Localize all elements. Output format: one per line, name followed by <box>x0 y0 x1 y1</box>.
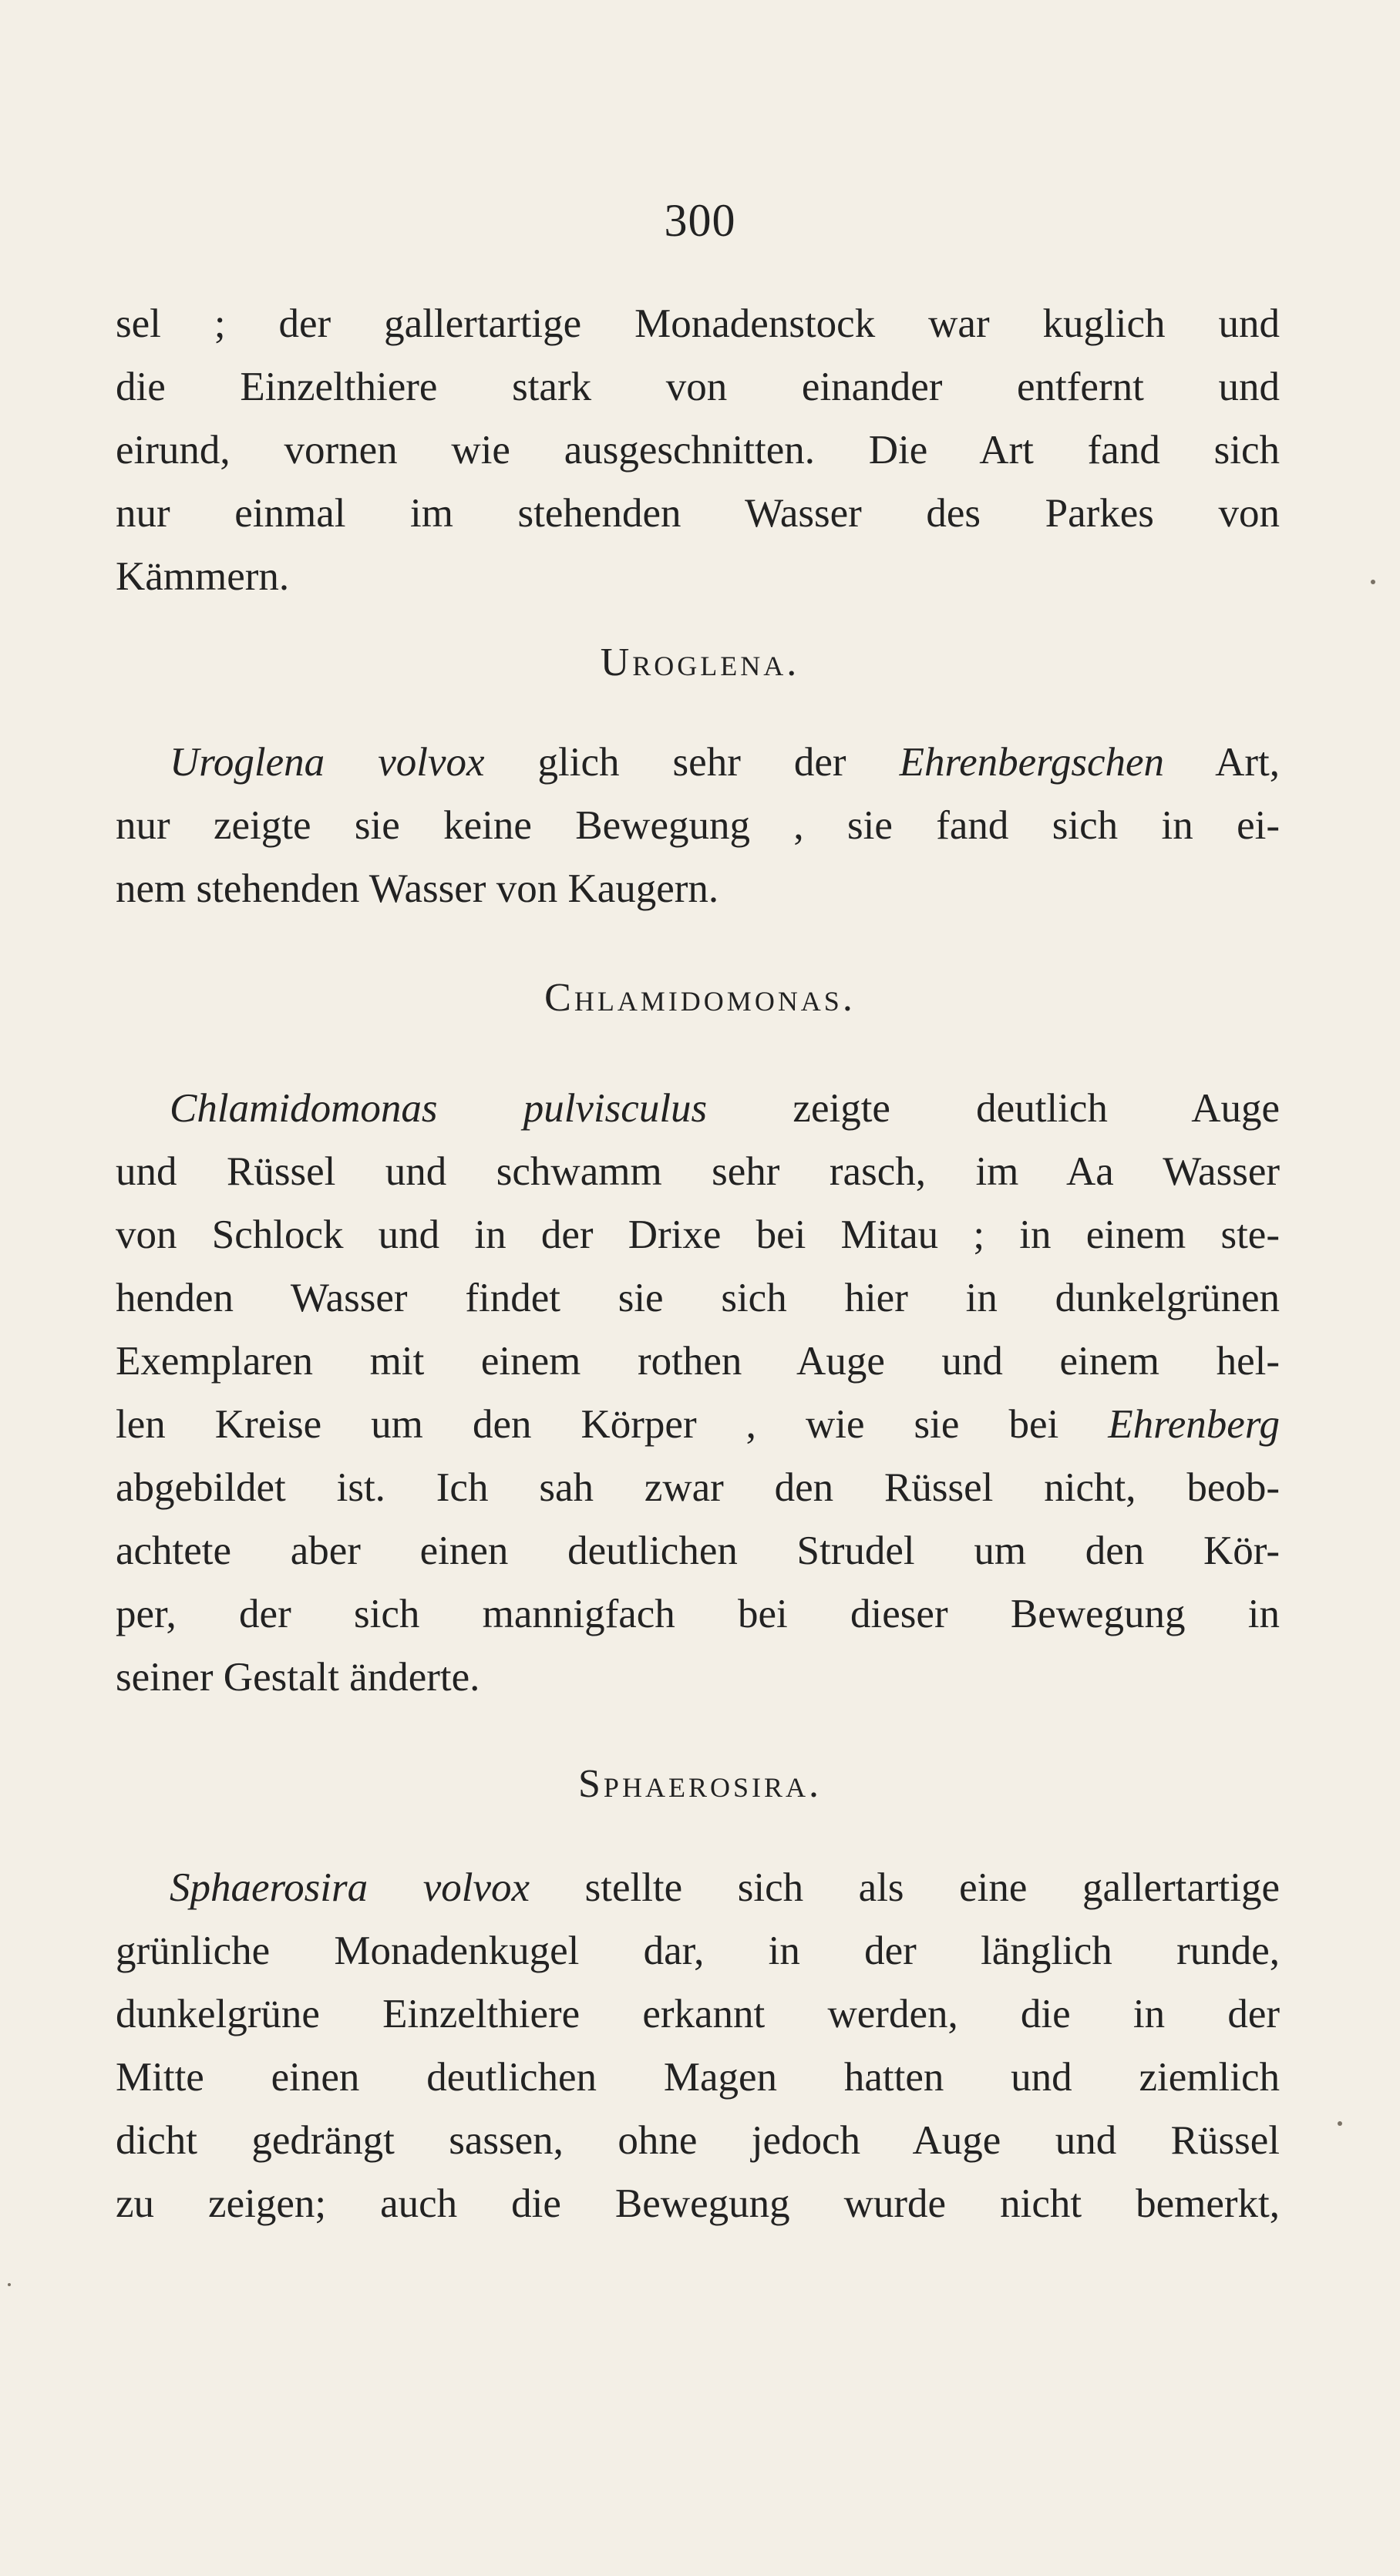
paper-speck <box>1338 2121 1342 2126</box>
text-line <box>116 1393 1280 1456</box>
section-heading-sphaerosira: Sphaerosira. <box>578 1762 822 1806</box>
species-name: Chlamidomonas pulvisculus <box>170 1086 708 1131</box>
text-line: die Einzelthiere stark von einander entfernt und <box>116 365 1280 409</box>
paper-speck <box>1371 580 1375 584</box>
text-line: per, der sich mannigfach bei dieser Bewegung in <box>116 1592 1280 1636</box>
text-line: zu zeigen; auch die Bewegung wurde nicht bemerkt, <box>116 2181 1280 2226</box>
text-line: nur einmal im stehenden Wasser des Parkes von <box>116 491 1280 536</box>
text-line: sel ; der gallertartige Monadenstock war kuglich und <box>116 301 1280 346</box>
text-line: nur zeigte sie keine Bewegung , sie fand sich in ei- <box>116 803 1280 848</box>
text-line: abgebildet ist. Ich sah zwar den Rüssel nicht, beob- <box>116 1465 1280 1510</box>
text-line <box>116 731 1280 794</box>
text-line: grünliche Monadenkugel dar, in der länglich runde, <box>116 1929 1280 1973</box>
text-line: eirund, vornen wie ausgeschnitten. Die Art fand sich <box>116 428 1280 472</box>
paragraph-chlamidomonas <box>116 1077 1280 1709</box>
text-line: Kämmern. <box>116 554 290 599</box>
text-line <box>116 1856 1280 1919</box>
text-run: zeigte deutlich Auge <box>707 1086 1280 1131</box>
species-name: Sphaerosira volvox <box>170 1865 530 1910</box>
section-heading-chlamidomonas: Chlamidomonas. <box>544 976 856 1020</box>
paragraph-uroglena <box>116 731 1280 920</box>
text-run: len Kreise um den Körper , wie sie bei <box>116 1402 1109 1447</box>
text-line: von Schlock und in der Drixe bei Mitau ; in einem ste- <box>116 1212 1280 1257</box>
author-name: Ehrenbergschen <box>899 740 1164 785</box>
paragraph-continuation <box>116 292 1280 608</box>
text-run: Art, <box>1164 740 1281 785</box>
text-line: dunkelgrüne Einzelthiere erkannt werden, die in der <box>116 1992 1280 2036</box>
paragraph-sphaerosira <box>116 1856 1280 2235</box>
text-run: stellte sich als eine gallertartige <box>530 1865 1280 1910</box>
text-line: achtete aber einen deutlichen Strudel um den Kör- <box>116 1528 1280 1573</box>
text-line: dicht gedrängt sassen, ohne jedoch Auge und Rüssel <box>116 2118 1280 2163</box>
text-line: henden Wasser findet sie sich hier in dunkelgrünen <box>116 1276 1280 1320</box>
text-line: nem stehenden Wasser von Kaugern. <box>116 866 719 911</box>
paper-speck <box>8 2283 11 2286</box>
text-run: glich sehr der <box>484 740 900 785</box>
text-line <box>116 1077 1280 1140</box>
author-name: Ehrenberg <box>1108 1402 1280 1447</box>
text-line: seiner Gestalt änderte. <box>116 1655 480 1700</box>
section-heading-uroglena: Uroglena. <box>600 641 800 684</box>
page-number: 300 <box>664 195 736 246</box>
text-line: Mitte einen deutlichen Magen hatten und ziemlich <box>116 2055 1280 2100</box>
species-name: Uroglena volvox <box>170 740 485 785</box>
text-line: und Rüssel und schwamm sehr rasch, im Aa Wasser <box>116 1149 1280 1194</box>
text-line: Exemplaren mit einem rothen Auge und einem hel- <box>116 1339 1280 1384</box>
